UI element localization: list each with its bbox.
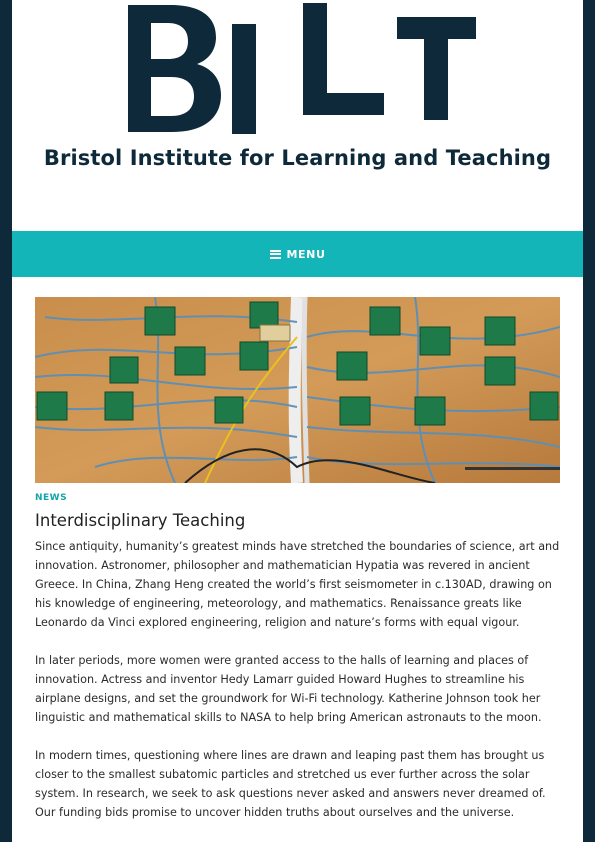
paragraph: In later periods, more women were granted access to the halls of learning and places of innovation. Actress and inventor Hedy Lamarr guided Howard Hughes to streamline his airplane designs, and set the groundwork for Wi-Fi technology. Katherine Johnson took her linguistic and mathematical skills to NASA to help bring American astronauts to the moon.	[35, 654, 542, 724]
post-category-link[interactable]: NEWS	[35, 493, 68, 503]
post-body	[35, 537, 561, 841]
featured-image[interactable]	[35, 297, 560, 483]
page	[12, 0, 583, 842]
hamburger-icon	[270, 250, 281, 259]
site-logo[interactable]	[12, 0, 583, 230]
menu-button[interactable]	[270, 248, 326, 261]
paragraph: Since antiquity, humanity’s greatest minds have stretched the boundaries of science, art and innovation. Astronomer, philosopher and mathematician Hypatia was revered in ancient Greece. In China, Zhang Heng created the world’s first seismometer in c.130AD, drawing on his knowledge of engineering, meteorology, and mathematics. Renaissance greats like Leonardo da Vinci explored engineering, religion and nature’s forms with equal vigour.	[35, 540, 560, 629]
bilt-logo-mark	[12, 0, 583, 150]
menu-label: MENU	[286, 247, 326, 261]
paragraph: In modern times, questioning where lines are drawn and leaping past them has brought us closer to the smallest subatomic particles and stretched us ever further across the solar system. In research, we seek to ask questions never asked and answers never dreamed of. Our funding bids promise to uncover hidden truths about ourselves and the universe.	[35, 749, 546, 819]
circuit-board-image	[35, 297, 560, 483]
main-navigation	[12, 231, 583, 277]
post-title[interactable]: Interdisciplinary Teaching	[35, 511, 246, 530]
site-subtitle: Bristol Institute for Learning and Teaching	[43, 146, 552, 170]
